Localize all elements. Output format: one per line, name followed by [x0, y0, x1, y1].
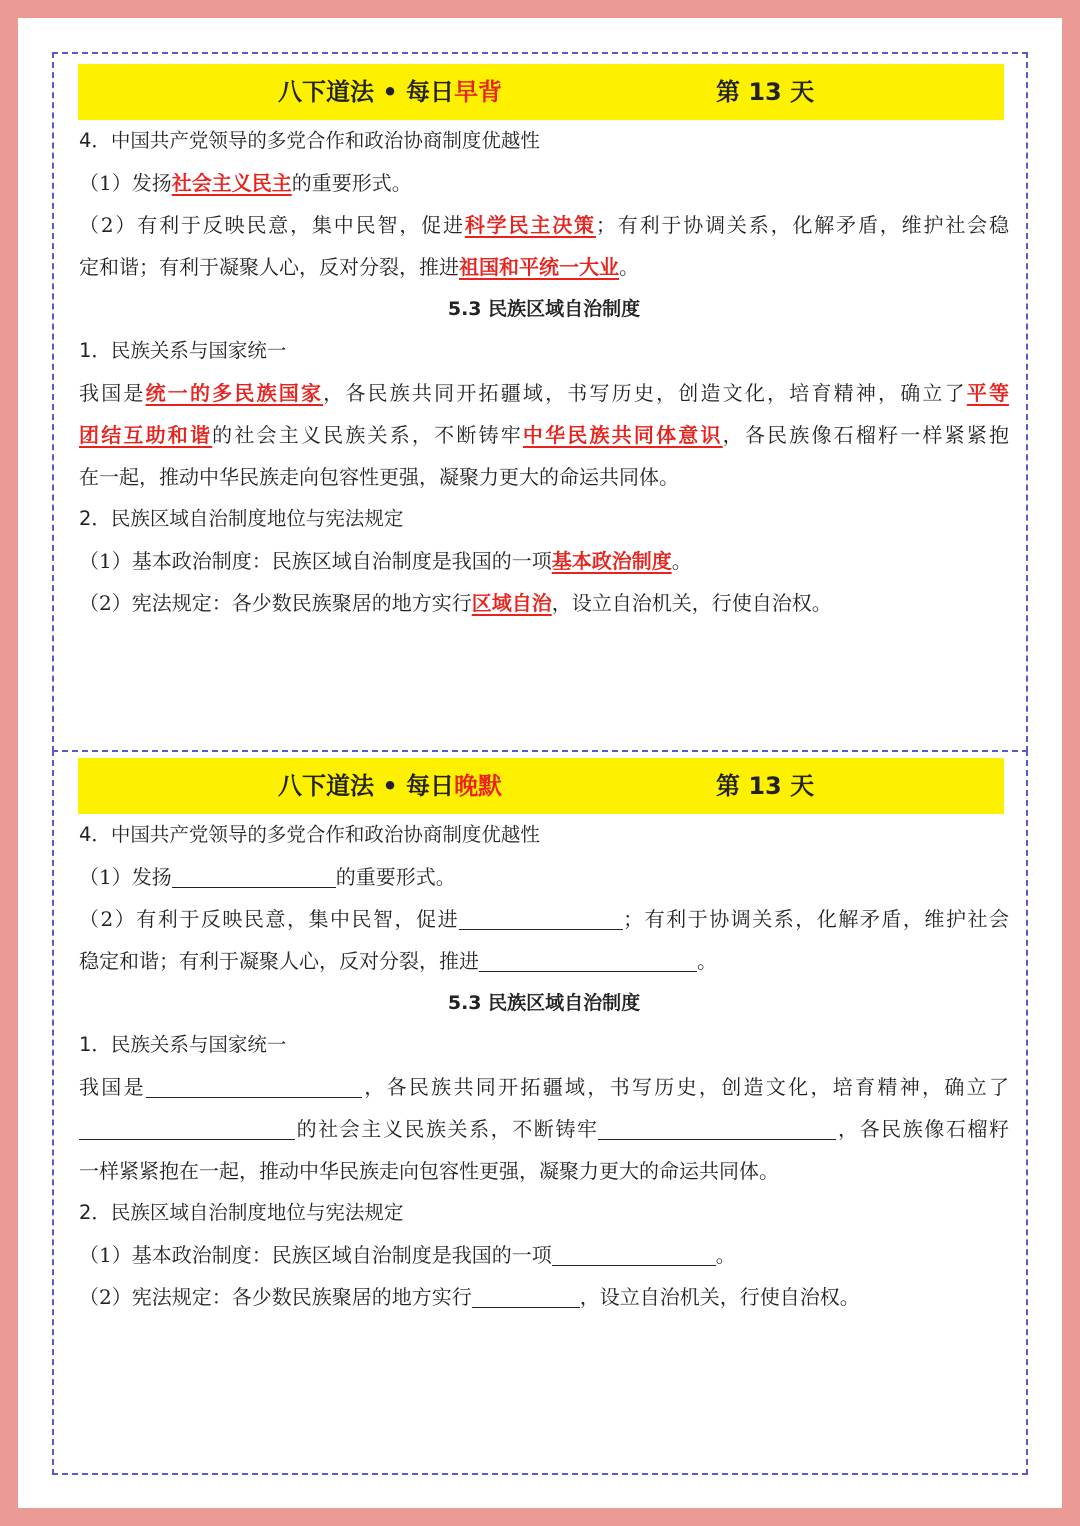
page	[18, 18, 1062, 1508]
morning-banner	[78, 64, 1004, 120]
fill-blank[interactable]	[79, 1113, 295, 1140]
s2-item-1	[79, 540, 1009, 582]
answer: 基本政治制度	[551, 549, 672, 573]
text: （2）有利于反映民意，集中民智，促进	[79, 213, 465, 237]
s1-para-line-3: 在一起，推动中华民族走向包容性更强，凝聚力更大的命运共同体。	[79, 465, 679, 489]
text: ，各民族共同开拓疆域，书写历史，创造文化，培育精神，确立了	[323, 381, 967, 405]
text: 我国是	[79, 1075, 146, 1099]
section-heading: 5.3 民族区域自治制度	[447, 298, 641, 320]
banner-title-highlight: 早背	[454, 78, 503, 106]
s2-title: 2．民族区域自治制度地位与宪法规定	[79, 507, 404, 530]
text: （1）发扬	[79, 171, 172, 195]
text: （1）发扬	[79, 865, 172, 889]
text: （2）宪法规定：各少数民族聚居的地方实行	[79, 591, 472, 615]
q4-item-2-line-1	[79, 204, 1009, 246]
text: （2）宪法规定：各少数民族聚居的地方实行	[79, 1285, 472, 1309]
answer: 平等	[966, 381, 1010, 405]
text: （1）基本政治制度：民族区域自治制度是我国的一项	[79, 549, 552, 573]
text: ；有利于协调关系，化解矛盾，维护社会稳	[595, 213, 1010, 237]
banner-title	[278, 64, 502, 120]
answer: 区域自治	[471, 591, 552, 615]
text: ；有利于协调关系，化解矛盾，维护社会	[623, 907, 1009, 931]
fill-blank[interactable]	[172, 861, 336, 888]
evening-dictation-card	[52, 750, 1028, 1475]
text: （2）有利于反映民意，集中民智，促进	[79, 907, 460, 931]
text: 的重要形式。	[335, 865, 456, 889]
banner-day: 第 13 天	[716, 772, 815, 800]
text: 。	[619, 255, 639, 279]
text: 我国是	[79, 381, 146, 405]
banner-title	[278, 758, 502, 814]
q4-item-1	[79, 856, 1009, 898]
fill-blank[interactable]	[552, 1239, 716, 1266]
text: 的重要形式。	[291, 171, 412, 195]
q4-item-2-line-2	[79, 246, 1009, 288]
text: ，各民族共同开拓疆域，书写历史，创造文化，培育精神，确立了	[361, 1075, 1009, 1099]
fill-blank[interactable]	[459, 903, 623, 930]
fill-blank[interactable]	[479, 945, 697, 972]
s2-item-2	[79, 1276, 1009, 1318]
s2-item-1	[79, 1234, 1009, 1276]
text: 。	[671, 549, 692, 573]
q4-item-2-line-2	[79, 940, 1009, 982]
answer: 科学民主决策	[464, 213, 596, 237]
s1-para-line-2	[79, 1108, 1009, 1150]
s1-title: 1．民族关系与国家统一	[79, 1033, 287, 1056]
banner-title-prefix: 八下道法 • 每日	[278, 78, 455, 106]
s2-item-2	[79, 582, 1009, 624]
banner-title-highlight: 晚默	[454, 772, 503, 800]
s2-title: 2．民族区域自治制度地位与宪法规定	[79, 1201, 404, 1224]
banner-title-prefix: 八下道法 • 每日	[278, 772, 455, 800]
text: ，各民族像石榴籽	[836, 1117, 1010, 1141]
text: 的社会主义民族关系，不断铸牢	[212, 423, 523, 447]
q4-title: 4．中国共产党领导的多党合作和政治协商制度优越性	[79, 823, 540, 846]
answer: 团结互助和谐	[79, 423, 213, 447]
text: （1）基本政治制度：民族区域自治制度是我国的一项	[79, 1243, 552, 1267]
s1-para-line-3: 一样紧紧抱在一起，推动中华民族走向包容性更强，凝聚力更大的命运共同体。	[79, 1159, 779, 1183]
fill-blank[interactable]	[472, 1281, 580, 1308]
text: 。	[715, 1243, 736, 1267]
answer: 祖国和平统一大业	[459, 255, 619, 279]
section-heading: 5.3 民族区域自治制度	[447, 992, 641, 1014]
s1-para-line-1	[79, 372, 1009, 414]
text: ，各民族像石榴籽一样紧紧抱	[722, 423, 1010, 447]
text: 稳定和谐；有利于凝聚人心，反对分裂，推进	[79, 949, 479, 973]
text: ，设立自治机关，行使自治权。	[551, 591, 832, 615]
answer: 中华民族共同体意识	[522, 423, 723, 447]
s1-title: 1．民族关系与国家统一	[79, 339, 287, 362]
answer: 统一的多民族国家	[145, 381, 324, 405]
text: 。	[697, 949, 717, 973]
answer: 社会主义民主	[171, 171, 292, 195]
s1-para-line-1	[79, 1066, 1009, 1108]
q4-item-1	[79, 162, 1009, 204]
s1-para-line-2	[79, 414, 1009, 456]
q4-title: 4．中国共产党领导的多党合作和政治协商制度优越性	[79, 129, 540, 152]
text: 定和谐；有利于凝聚人心，反对分裂，推进	[79, 255, 459, 279]
q4-item-2-line-1	[79, 898, 1009, 940]
text: 的社会主义民族关系，不断铸牢	[295, 1117, 599, 1141]
banner-day: 第 13 天	[716, 78, 815, 106]
evening-banner	[78, 758, 1004, 814]
morning-recite-card	[52, 52, 1028, 752]
text: ，设立自治机关，行使自治权。	[579, 1285, 860, 1309]
fill-blank[interactable]	[598, 1113, 836, 1140]
fill-blank[interactable]	[146, 1071, 362, 1098]
